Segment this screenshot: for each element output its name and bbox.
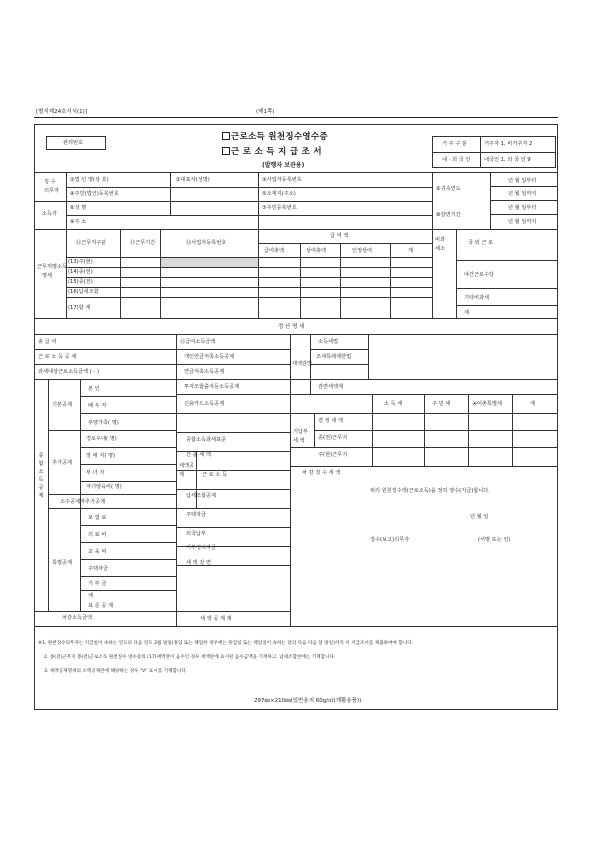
comprehensive-deduction-vertical: 종 합 소 득 공 제	[38, 453, 44, 499]
col-pay-sum: 계	[408, 248, 414, 254]
declaration-sign: (서명 또는 인)	[478, 537, 511, 543]
basic-deduction: 기본공제	[52, 402, 73, 408]
special-tax-law: 조세특례제한법	[316, 354, 352, 360]
form-frame	[34, 124, 558, 710]
income-row-4: (16)납세조합	[68, 289, 99, 295]
credit-sum: 세 액 공 제 계	[200, 616, 232, 622]
tax-col-resident: 주 민 세	[432, 401, 451, 407]
settlement-heading: 정 산 명 세	[278, 324, 305, 330]
residency-value: 거주자 1, 비거주자 2	[484, 141, 533, 147]
tax-col-rural: 농어촌특별세	[472, 401, 503, 407]
attribution-year: ⑨귀속연도	[436, 186, 461, 192]
income-row-3: (15)종(전)	[68, 279, 93, 285]
income-row-2: (14)종(전)	[68, 269, 93, 275]
add-woman: 부 녀 자	[86, 470, 105, 476]
title-subtitle: (발행자 보관용)	[262, 162, 305, 169]
credit-earned: 근 로 소 득	[202, 472, 227, 478]
earner-address: ⑧주 소	[70, 219, 87, 225]
earner-group-label: 소득자	[42, 211, 58, 217]
date-from-2: 년 월 일부터	[508, 205, 537, 211]
declaration-text: 위의 원천징수액(근로소득)을 정히 영수(지급)합니다.	[370, 488, 490, 494]
income-group-label: 근무처별소득 명세	[37, 264, 68, 279]
nontax-night: 야간근로수당	[464, 272, 495, 278]
payer-rep-name: ②대표자(성명)	[176, 177, 210, 183]
income-tax-law: 소득세법	[318, 339, 339, 345]
add-elderly: 경로우대( 명)	[86, 436, 117, 442]
col-biz-no: ⑬사업자등록번호	[186, 240, 227, 246]
credit-housing: 주택자금	[186, 512, 207, 518]
credit-foreign: 외국납부	[186, 531, 207, 537]
tax-base: 종합소득과세표준	[186, 437, 227, 443]
tax-col-sum: 계	[530, 401, 536, 407]
note-2: 2. 종(전)근무지 종(전)근로소득 원천징수 영수증의 (17)세액란이 음수인 경우 세액란에 표시된 음수금액을 기재하고, 납세조합란에는 기재합니다.	[44, 655, 336, 660]
special-donation: 기 부 금	[88, 581, 107, 587]
date-to-1: 년 월 일까지	[508, 191, 537, 197]
col-workplace: ⑪근무처구분	[76, 240, 107, 246]
special-education: 교 육 비	[88, 549, 107, 555]
tax-credit-label: 세액공 제	[179, 463, 195, 478]
prepaid-current: 주(현)근무지	[318, 452, 348, 458]
col-period: ⑫근무기간	[130, 240, 156, 246]
credit-union: 납세조합공제	[186, 493, 217, 499]
col-bonus: 상여총액	[306, 248, 327, 254]
earned-income-deduction: 근 로 소 득 공 제	[38, 354, 77, 360]
payer-biz-no: ③사업자등록번호	[262, 177, 302, 183]
computed-tax: 산 출 세 액	[186, 452, 211, 458]
add-disabled: 장 애 자( 명)	[86, 453, 116, 459]
net-tax: 차 감 징 수 세 액	[302, 470, 341, 476]
mgmt-number-label: 관리번호	[63, 140, 84, 146]
special-medical: 의 료 비	[88, 532, 107, 538]
declaration-payer: 징수(보고)의무자	[370, 537, 410, 543]
title-line1-text: 근로소득 원천징수영수증	[231, 132, 328, 142]
title-line2	[222, 145, 322, 157]
nontax-label: 비과 세소	[435, 237, 446, 252]
card-deduction: 신용카드소득공제	[184, 401, 225, 407]
payer-corp-name: ①법 인 명(상 호)	[70, 177, 109, 183]
special-housing: 주택자금	[88, 566, 109, 572]
col-recognized-bonus: 인정상여	[352, 248, 373, 254]
total-pay-value: ⑪급여소득금액	[180, 339, 216, 345]
payer-group-label: 징 수 의무자	[44, 179, 60, 194]
basic-dependents: 부양가족( 명)	[88, 420, 119, 426]
date-from-1: 년 월 일부터	[508, 178, 537, 184]
prepaid-tax-group: 기납부 세 액	[293, 429, 309, 444]
page-side: (제1쪽)	[256, 109, 275, 115]
payer-address: ⑤소재지(주소)	[262, 191, 296, 197]
personal-pension: 개인연금저축소득공제	[184, 354, 235, 360]
payer-reg-no: ④주민(법인)등록번호	[70, 191, 119, 197]
nationality-value: 내국인 1, 외 국 인 9	[484, 157, 531, 163]
deducted-income: 차감소득금액	[62, 615, 93, 621]
add-childcare: 자녀양육비( 명)	[86, 484, 122, 490]
special-deduction: 특별공제	[52, 560, 73, 566]
small-family-deduction: 소수공제자추가공제	[60, 499, 106, 505]
title-line2-text: 근 로 소 득 지 급 조 서	[231, 147, 322, 157]
special-insurance: 보 험 료	[88, 515, 107, 521]
shaded-cell	[161, 258, 258, 267]
note-1: ※1. 원천징수의무자는 지급일이 속하는 연도의 다음 연도 2월 말일(휴업 또는 폐업한 경우에는 휴업일 또는 폐업일이 속하는 달의 다음 다음 달 말일)까지 이 지급조서를 제출하여야 합니다.	[38, 641, 414, 646]
credit-political: 기부정치자금	[186, 545, 217, 551]
income-row-5: (17)합 계	[68, 305, 91, 311]
note-3: 3. 세액공제명세의 소액공제란에 해당하는 경우 "V" 표시를 기재합니다.	[44, 669, 188, 674]
reduction-sum: 감면세액계	[318, 384, 344, 390]
taxable-income: 과세대상근로소득금액 ( - )	[38, 369, 99, 375]
income-row-1: (13)주(현)	[68, 259, 93, 265]
standard-deduction: 표 준 공 제	[88, 603, 113, 609]
prepaid-previous: 종(전)근무지	[318, 435, 348, 441]
residency-label: 거 주 구 분	[442, 141, 467, 147]
tax-reduction: 세 액 감 면	[186, 560, 211, 566]
title-line1	[222, 130, 328, 142]
additional-deduction: 추가공제	[52, 460, 73, 466]
checkbox-icon[interactable]	[222, 132, 230, 140]
earner-name: ⑥성 명	[70, 205, 87, 211]
checkbox-icon[interactable]	[222, 147, 230, 155]
declaration-date: 년 월 일	[470, 514, 489, 520]
form-number: [별지제24호서식(1)]	[36, 109, 87, 115]
total-pay: 총 급 여	[38, 339, 57, 345]
investment-deduction: 투자조합출자등소득공제	[184, 384, 240, 390]
nontax-other: 기타비과세	[464, 295, 490, 301]
tax-col-income: 소 득 세	[384, 401, 403, 407]
top-rule	[34, 117, 558, 118]
nontax-sum: 계	[464, 310, 470, 316]
determined-tax: 결 정 세 액	[318, 418, 343, 424]
tax-reduction-group: 세액감면	[292, 361, 313, 367]
date-to-2: 년 월 일까지	[508, 219, 537, 225]
footer-paper-size: 297㎜×210㎜(일반용지 60g/㎡(재활용품))	[254, 698, 362, 704]
nontax-overseas: 국 외 근 로	[468, 240, 493, 246]
earner-reg-no: ⑦주민등록번호	[262, 205, 297, 211]
col-pay-header: 급 여 액	[330, 233, 349, 239]
special-sum: 계	[88, 593, 94, 599]
nationality-label: 내 · 외 국 인	[442, 157, 471, 163]
pension-savings: 연금저축소득공제	[184, 369, 225, 375]
reduction-period: ⑩감면기간	[436, 212, 461, 218]
basic-spouse: 배 우 자	[88, 403, 107, 409]
basic-self: 본 인	[88, 386, 100, 392]
col-pay-total: 급여총액	[264, 248, 285, 254]
